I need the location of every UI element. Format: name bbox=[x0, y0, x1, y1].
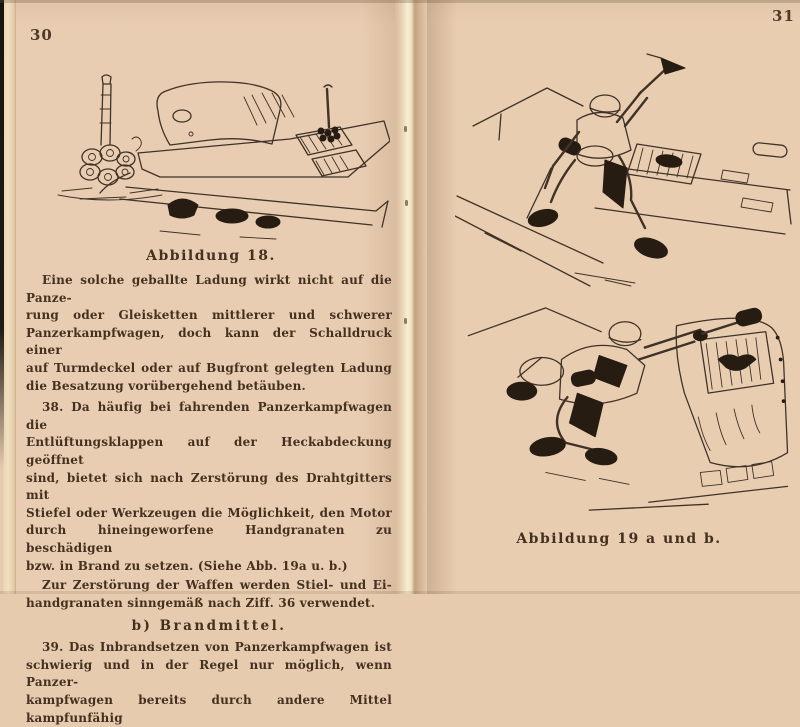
figure-18-drawing bbox=[40, 53, 390, 245]
figure-19b-illustration bbox=[449, 298, 794, 526]
stitch-mark bbox=[404, 126, 407, 132]
figure-19-caption: Abbildung 19 a und b. bbox=[516, 531, 722, 547]
text-line: die Besatzung vorübergehend betäuben. bbox=[26, 378, 306, 393]
text-line: Entlüftungsklappen auf der Heckabdeckung geöffnet bbox=[26, 435, 392, 467]
figure-18-illustration bbox=[40, 53, 390, 245]
text-line: handgranaten sinngemäß nach Ziff. 36 verwendet. bbox=[26, 595, 376, 610]
paragraph-38 bbox=[26, 399, 392, 575]
text-line: Zur Zerstörung der Waffen werden Stiel- und Ei- bbox=[42, 578, 392, 593]
bundled-charge-drawing bbox=[58, 75, 162, 200]
figure-19a-drawing bbox=[455, 48, 795, 293]
book-gutter bbox=[395, 0, 427, 594]
text-line: rung oder Gleisketten mittlerer und schwerer bbox=[26, 308, 392, 323]
paragraph-38b bbox=[26, 577, 392, 612]
text-line: sind, bietet sich nach Zerstörung des Drahtgitters mit bbox=[26, 470, 392, 503]
section-heading-brandmittel: b) Brandmittel. bbox=[131, 618, 287, 635]
scan-top-edge bbox=[0, 0, 800, 3]
text-line: Panzerkampfwagen, doch kann der Schalldruck einer bbox=[26, 325, 392, 358]
figure-19b-drawing bbox=[449, 298, 794, 526]
soldier-with-pick-drawing bbox=[527, 54, 685, 286]
page-number-30: 30 bbox=[30, 26, 53, 44]
text-line: auf Turmdeckel oder auf Bugfront gelegten Ladung bbox=[26, 360, 392, 375]
stitch-mark bbox=[404, 318, 407, 324]
tank-drawing bbox=[100, 82, 390, 239]
tank-engine-deck-drawing bbox=[468, 308, 787, 510]
paragraph-39 bbox=[26, 639, 392, 727]
text-line: kampfwagen bereits durch andere Mittel kampfunfähig bbox=[26, 693, 392, 725]
text-line: schwierig und in der Regel nur möglich, wenn Panzer- bbox=[26, 657, 392, 690]
figure-19a-illustration bbox=[455, 48, 795, 293]
page-number-31: 31 bbox=[772, 7, 795, 25]
page-edge-strip bbox=[3, 0, 16, 594]
left-page bbox=[16, 0, 395, 725]
text-line: durch hineingeworfene Handgranaten zu beschädigen bbox=[26, 523, 392, 555]
soldier-with-grenade-drawing bbox=[507, 307, 763, 485]
right-page bbox=[427, 0, 800, 594]
text-line: 38. Da häufig bei fahrenden Panzerkampfwagen die bbox=[26, 400, 392, 432]
text-line: bzw. in Brand zu setzen. (Siehe Abb. 19a u. b.) bbox=[26, 558, 348, 573]
scan-edge bbox=[0, 0, 4, 470]
paragraph-37 bbox=[26, 272, 392, 395]
text-line: 39. Das Inbrandsetzen von Panzerkampfwagen ist bbox=[42, 640, 392, 655]
text-line: Stiefel oder Werkzeugen die Möglichkeit, den Motor bbox=[26, 505, 392, 520]
left-page-text-block bbox=[26, 272, 392, 727]
text-line: Eine solche geballte Ladung wirkt nicht auf die Panze- bbox=[26, 273, 392, 305]
figure-18-caption: Abbildung 18. bbox=[146, 248, 276, 264]
stitch-mark bbox=[405, 200, 408, 206]
